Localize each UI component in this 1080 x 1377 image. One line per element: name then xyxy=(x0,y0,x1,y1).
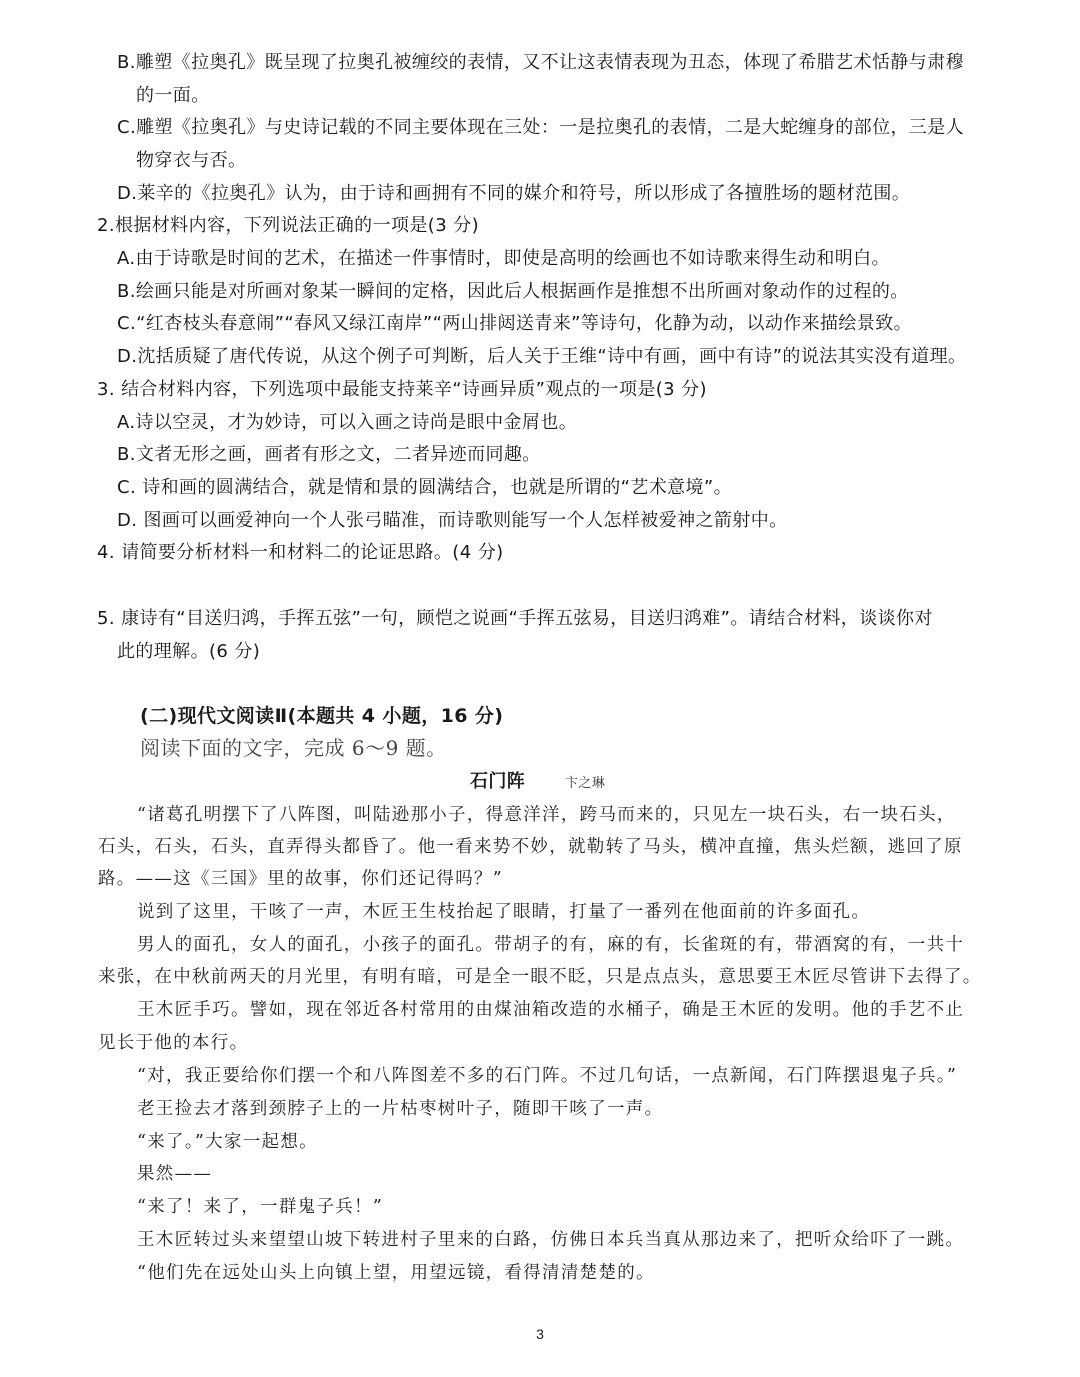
q3-option-c: C. 诗和画的圆满结合，就是情和景的圆满结合，也就是所谓的“艺术意境”。 xyxy=(117,477,733,498)
story-p7: “来了。”大家一起想。 xyxy=(137,1132,318,1152)
q2-option-b: B.绘画只能是对所画对象某一瞬间的定格，因此后人根据画作是推想不出所画对象动作的过程的。 xyxy=(117,281,909,302)
q1-option-b-line2: 的一面。 xyxy=(136,85,210,106)
story-p10: 王木匠转过头来望望山坡下转进村子里来的白路，仿佛日本兵当真从那边来了，把听众给吓了一跳。 xyxy=(137,1230,965,1250)
story-p4-line2: 见长于他的本行。 xyxy=(98,1033,249,1053)
story-p6: 老王捡去才落到颈脖子上的一片枯枣树叶子，随即干咳了一声。 xyxy=(137,1099,664,1119)
q3-option-a: A.诗以空灵，才为妙诗，可以入画之诗尚是眼中金屑也。 xyxy=(117,412,578,433)
q2-option-c: C.“红杏枝头春意闹”“春风又绿江南岸”“两山排闼送青来”等诗句，化静为动，以动作来描绘景致。 xyxy=(117,313,913,334)
story-p1-line3: 路。——这《三国》里的故事，你们还记得吗？” xyxy=(98,869,504,889)
story-p1-line2: 石头，石头，石头，直弄得头都昏了。他一看来势不妙，就勒转了马头，横冲直撞，焦头烂额，逃回了原 xyxy=(98,837,963,857)
q2-stem: 2.根据材料内容，下列说法正确的一项是(3 分) xyxy=(97,215,479,236)
story-p4-line1: 王木匠手巧。譬如，现在邻近各村常用的由煤油箱改造的水桶子，确是王木匠的发明。他的手艺不止 xyxy=(137,1000,965,1020)
q1-option-b-line1: B.雕塑《拉奥孔》既呈现了拉奥孔被缠绞的表情，又不让这表情表现为丑态，体现了希腊艺术恬静与肃穆 xyxy=(117,52,964,73)
story-p3-line2: 来张，在中秋前两天的月光里，有明有暗，可是全一眼不眨，只是点点头，意思要王木匠尽管讲下去得了。 xyxy=(98,967,982,987)
story-p11: “他们先在远处山头上向镇上望，用望远镜，看得清清楚楚的。 xyxy=(137,1263,655,1283)
section-instruction: 阅读下面的文字，完成 6～9 题。 xyxy=(140,736,447,760)
q4-stem: 4. 请简要分析材料一和材料二的论证思路。(4 分) xyxy=(97,542,504,563)
story-p5: “对，我正要给你们摆一个和八阵图差不多的石门阵。不过几句话，一点新闻，石门阵摆退鬼子兵。” xyxy=(137,1066,958,1086)
page-number: 3 xyxy=(536,1326,544,1342)
q1-option-c-line1: C.雕塑《拉奥孔》与史诗记载的不同主要体现在三处：一是拉奥孔的表情，二是大蛇缠身的部位，三是人 xyxy=(117,117,965,138)
q3-option-d: D. 图画可以画爱神向一个人张弓瞄准，而诗歌则能写一个人怎样被爱神之箭射中。 xyxy=(117,510,788,531)
section-heading: (二)现代文阅读Ⅱ(本题共 4 小题，16 分) xyxy=(140,705,504,727)
story-author: 卞之琳 xyxy=(565,776,606,791)
q3-stem: 3. 结合材料内容，下列选项中最能支持莱辛“诗画异质”观点的一项是(3 分) xyxy=(97,379,707,400)
story-p1-line1: “诸葛孔明摆下了八阵图，叫陆逊那小子，得意洋洋，跨马而来的，只见左一块石头，右一块石头， xyxy=(137,805,956,825)
story-title: 石门阵 xyxy=(470,771,526,792)
q3-option-b: B.文者无形之画，画者有形之文，二者异迹而同趣。 xyxy=(117,444,541,465)
story-p3-line1: 男人的面孔，女人的面孔，小孩子的面孔。带胡子的有，麻的有，长雀斑的有，带酒窝的有，一共十 xyxy=(137,935,965,955)
story-p2: 说到了这里，干咳了一声，木匠王生枝抬起了眼睛，打量了一番列在他面前的许多面孔。 xyxy=(137,902,871,922)
q5-stem-line1: 5. 康诗有“目送归鸿，手挥五弦”一句，顾恺之说画“手挥五弦易，目送归鸿难”。请结合材料，谈谈你对 xyxy=(97,608,933,629)
q1-option-c-line2: 物穿衣与否。 xyxy=(136,150,247,171)
q5-stem-line2: 此的理解。(6 分) xyxy=(117,641,261,662)
story-p8: 果然—— xyxy=(137,1164,213,1184)
story-p9: “来了！来了，一群鬼子兵！” xyxy=(137,1197,384,1217)
q2-option-a: A.由于诗歌是时间的艺术，在描述一件事情时，即使是高明的绘画也不如诗歌来得生动和明白。 xyxy=(117,248,890,269)
q1-option-d: D.莱辛的《拉奥孔》认为，由于诗和画拥有不同的媒介和符号，所以形成了各擅胜场的题材范围。 xyxy=(117,183,911,204)
q2-option-d: D.沈括质疑了唐代传说，从这个例子可判断，后人关于王维“诗中有画，画中有诗”的说法其实没有道理。 xyxy=(117,346,967,367)
